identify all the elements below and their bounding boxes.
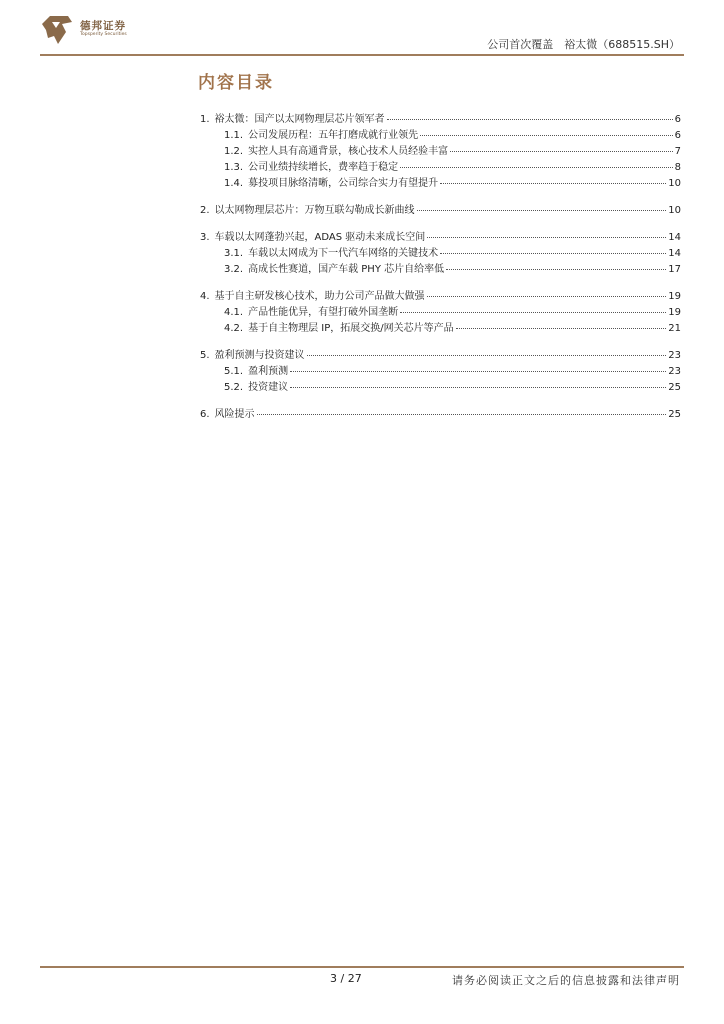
toc-entry-text: 基于自主研发核心技术，助力公司产品做大做强 — [214, 291, 425, 302]
toc-leader-dots — [427, 237, 666, 238]
toc-entry-number: 5.1. — [224, 366, 244, 377]
footer-divider — [40, 966, 684, 968]
toc-entry-page: 23 — [668, 350, 681, 361]
header-divider — [40, 54, 684, 56]
toc-entry-number: 3.1. — [224, 248, 244, 259]
toc-entry-text: 风险提示 — [214, 409, 255, 420]
toc-entry-page: 21 — [668, 323, 681, 334]
toc-leader-dots — [420, 135, 673, 136]
toc-entry-text: 公司发展历程：五年打磨成就行业领先 — [248, 130, 419, 141]
toc-entry-3[interactable] — [200, 228, 681, 244]
toc-entry-text: 裕太微：国产以太网物理层芯片领军者 — [214, 114, 385, 125]
toc-entry-number: 3. — [200, 232, 210, 243]
toc-entry-text: 投资建议 — [248, 382, 289, 393]
toc-entry-text: 公司业绩持续增长，费率趋于稳定 — [248, 162, 399, 173]
toc-leader-dots — [257, 414, 667, 415]
toc-entry-number: 1.3. — [224, 162, 244, 173]
toc-leader-dots — [417, 210, 667, 211]
toc-entry-number: 6. — [200, 409, 210, 420]
toc-entry-page: 14 — [668, 232, 681, 243]
toc-leader-dots — [440, 183, 666, 184]
toc-entry-page: 6 — [674, 114, 681, 125]
toc-entry-number: 1.2. — [224, 146, 244, 157]
toc-entry-number: 3.2. — [224, 264, 244, 275]
toc-entry-1[interactable] — [200, 110, 681, 126]
toc-entry-4-2[interactable] — [200, 319, 681, 335]
toc-entry-number: 5. — [200, 350, 210, 361]
toc-leader-dots — [400, 312, 666, 313]
toc-entry-page: 7 — [674, 146, 681, 157]
toc-leader-dots — [450, 151, 673, 152]
toc-entry-5-1[interactable] — [200, 362, 681, 378]
toc-entry-page: 17 — [668, 264, 681, 275]
toc-entry-number: 5.2. — [224, 382, 244, 393]
toc-entry-4-1[interactable] — [200, 303, 681, 319]
toc-leader-dots — [427, 296, 667, 297]
toc-entry-page: 6 — [674, 130, 681, 141]
toc-leader-dots — [290, 387, 666, 388]
toc-title: 内容目录 — [198, 73, 274, 93]
toc-entry-text: 盈利预测与投资建议 — [214, 350, 305, 361]
toc-entry-text: 募投项目脉络清晰，公司综合实力有望提升 — [248, 178, 439, 189]
toc-leader-dots — [446, 269, 666, 270]
page-number: 3 / 27 — [330, 972, 362, 985]
toc-leader-dots — [290, 371, 666, 372]
toc-entry-text: 以太网物理层芯片：万物互联勾勒成长新曲线 — [214, 205, 415, 216]
brand-name-en: Topsperity Securities — [80, 32, 127, 37]
toc-entry-page: 10 — [668, 205, 681, 216]
toc-leader-dots — [400, 167, 673, 168]
toc-entry-number: 4. — [200, 291, 210, 302]
company-logo — [40, 14, 140, 50]
toc-entry-text: 实控人具有高通背景，核心技术人员经验丰富 — [248, 146, 449, 157]
toc-entry-number: 2. — [200, 205, 210, 216]
toc-entry-number: 4.1. — [224, 307, 244, 318]
toc-entry-page: 25 — [668, 382, 681, 393]
report-info: 公司首次覆盖 裕太微（688515.SH） — [487, 38, 680, 51]
toc-entry-text: 盈利预测 — [248, 366, 289, 377]
table-of-contents — [200, 110, 681, 421]
toc-entry-page: 25 — [668, 409, 681, 420]
toc-leader-dots — [307, 355, 667, 356]
toc-entry-text: 基于自主物理层 IP，拓展交换/网关芯片等产品 — [248, 323, 454, 334]
footer-disclaimer: 请务必阅读正文之后的信息披露和法律声明 — [452, 974, 680, 987]
toc-entry-5-2[interactable] — [200, 378, 681, 394]
toc-entry-page: 8 — [674, 162, 681, 173]
toc-entry-4[interactable] — [200, 287, 681, 303]
toc-entry-number: 4.2. — [224, 323, 244, 334]
toc-entry-text: 产品性能优异，有望打破外国垄断 — [248, 307, 399, 318]
toc-entry-1-3[interactable] — [200, 158, 681, 174]
toc-entry-1-2[interactable] — [200, 142, 681, 158]
toc-leader-dots — [387, 119, 673, 120]
toc-entry-page: 14 — [668, 248, 681, 259]
toc-entry-text: 车载以太网成为下一代汽车网络的关键技术 — [248, 248, 439, 259]
toc-entry-number: 1. — [200, 114, 210, 125]
logo-emblem-icon — [40, 14, 74, 48]
toc-leader-dots — [456, 328, 667, 329]
toc-entry-page: 10 — [668, 178, 681, 189]
toc-leader-dots — [440, 253, 666, 254]
toc-entry-3-2[interactable] — [200, 260, 681, 276]
toc-entry-text: 车载以太网蓬勃兴起，ADAS 驱动未来成长空间 — [214, 232, 426, 243]
toc-entry-number: 1.1. — [224, 130, 244, 141]
toc-entry-1-4[interactable] — [200, 174, 681, 190]
brand-name-cn: 德邦证券 — [80, 20, 126, 32]
toc-entry-page: 19 — [668, 291, 681, 302]
toc-entry-page: 23 — [668, 366, 681, 377]
toc-entry-3-1[interactable] — [200, 244, 681, 260]
toc-entry-1-1[interactable] — [200, 126, 681, 142]
toc-entry-text: 高成长性赛道，国产车载 PHY 芯片自给率低 — [248, 264, 445, 275]
toc-entry-6[interactable] — [200, 405, 681, 421]
toc-entry-2[interactable] — [200, 201, 681, 217]
toc-entry-page: 19 — [668, 307, 681, 318]
toc-entry-number: 1.4. — [224, 178, 244, 189]
toc-entry-5[interactable] — [200, 346, 681, 362]
